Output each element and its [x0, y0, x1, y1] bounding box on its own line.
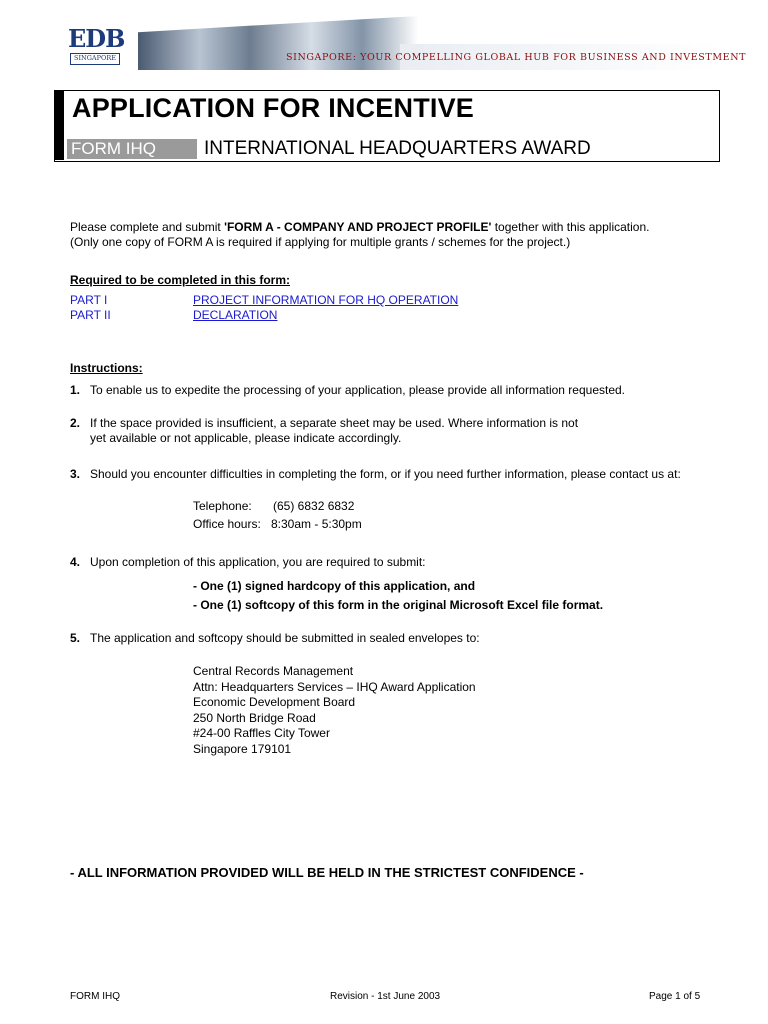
title-accent-bar	[54, 90, 64, 160]
address-line: Central Records Management	[193, 664, 354, 678]
telephone-label: Telephone:	[193, 499, 252, 513]
intro-form-a: 'FORM A - COMPANY AND PROJECT PROFILE'	[224, 220, 492, 234]
part-label: PART I	[70, 293, 108, 307]
part-2-link[interactable]: DECLARATION	[193, 308, 278, 322]
address-line: Singapore 179101	[193, 742, 292, 756]
intro-post: together with this application.	[491, 220, 650, 234]
address-line: Economic Development Board	[193, 695, 356, 709]
instruction-number: 4.	[70, 555, 81, 569]
footer-form: FORM IHQ	[70, 991, 120, 1002]
submit-item: - One (1) signed hardcopy of this application, and	[193, 579, 476, 593]
instruction-text: yet available or not applicable, please indicate accordingly.	[90, 431, 402, 445]
form-label-badge: FORM IHQ	[67, 139, 197, 159]
part-1-link[interactable]: PROJECT INFORMATION FOR HQ OPERATION	[193, 293, 459, 307]
edb-logo-text: EDB	[68, 24, 125, 53]
instructions-heading: Instructions:	[70, 361, 143, 375]
address-line: 250 North Bridge Road	[193, 711, 316, 725]
intro-line-2: (Only one copy of FORM A is required if applying for multiple grants / schemes for the project.)	[70, 235, 571, 249]
instruction-number: 2.	[70, 416, 81, 430]
office-hours-label: Office hours:	[193, 517, 261, 531]
office-hours-value: 8:30am - 5:30pm	[271, 517, 362, 531]
part-label: PART II	[70, 308, 111, 322]
intro-pre: Please complete and submit	[70, 220, 225, 234]
address-line: #24-00 Raffles City Tower	[193, 726, 330, 740]
telephone-value: (65) 6832 6832	[273, 499, 355, 513]
footer-page: Page 1 of 5	[649, 991, 701, 1002]
instruction-text: Should you encounter difficulties in completing the form, or if you need further information, please contact us at:	[90, 467, 681, 481]
page-title: APPLICATION FOR INCENTIVE	[72, 93, 475, 123]
confidence-notice: - ALL INFORMATION PROVIDED WILL BE HELD IN THE STRICTEST CONFIDENCE -	[70, 865, 584, 880]
footer-revision: Revision - 1st June 2003	[330, 991, 441, 1002]
instruction-text: To enable us to expedite the processing of your application, please provide all information requested.	[90, 383, 626, 397]
intro-line-1	[70, 220, 649, 235]
tagline: SINGAPORE: YOUR COMPELLING GLOBAL HUB FOR BUSINESS AND INVESTMENT	[286, 52, 747, 63]
instruction-text: The application and softcopy should be submitted in sealed envelopes to:	[90, 631, 480, 645]
instruction-text: Upon completion of this application, you are required to submit:	[90, 555, 426, 569]
address-line: Attn: Headquarters Services – IHQ Award Application	[193, 680, 476, 694]
instruction-number: 5.	[70, 631, 81, 645]
instruction-number: 1.	[70, 383, 81, 397]
instruction-number: 3.	[70, 467, 81, 481]
required-heading: Required to be completed in this form:	[70, 273, 291, 287]
edb-logo-sub: SINGAPORE	[74, 54, 116, 62]
submit-item: - One (1) softcopy of this form in the original Microsoft Excel file format.	[193, 598, 604, 612]
edb-logo	[62, 22, 138, 70]
instruction-text: If the space provided is insufficient, a separate sheet may be used. Where information is not	[90, 416, 579, 430]
form-subtitle: INTERNATIONAL HEADQUARTERS AWARD	[204, 138, 591, 159]
